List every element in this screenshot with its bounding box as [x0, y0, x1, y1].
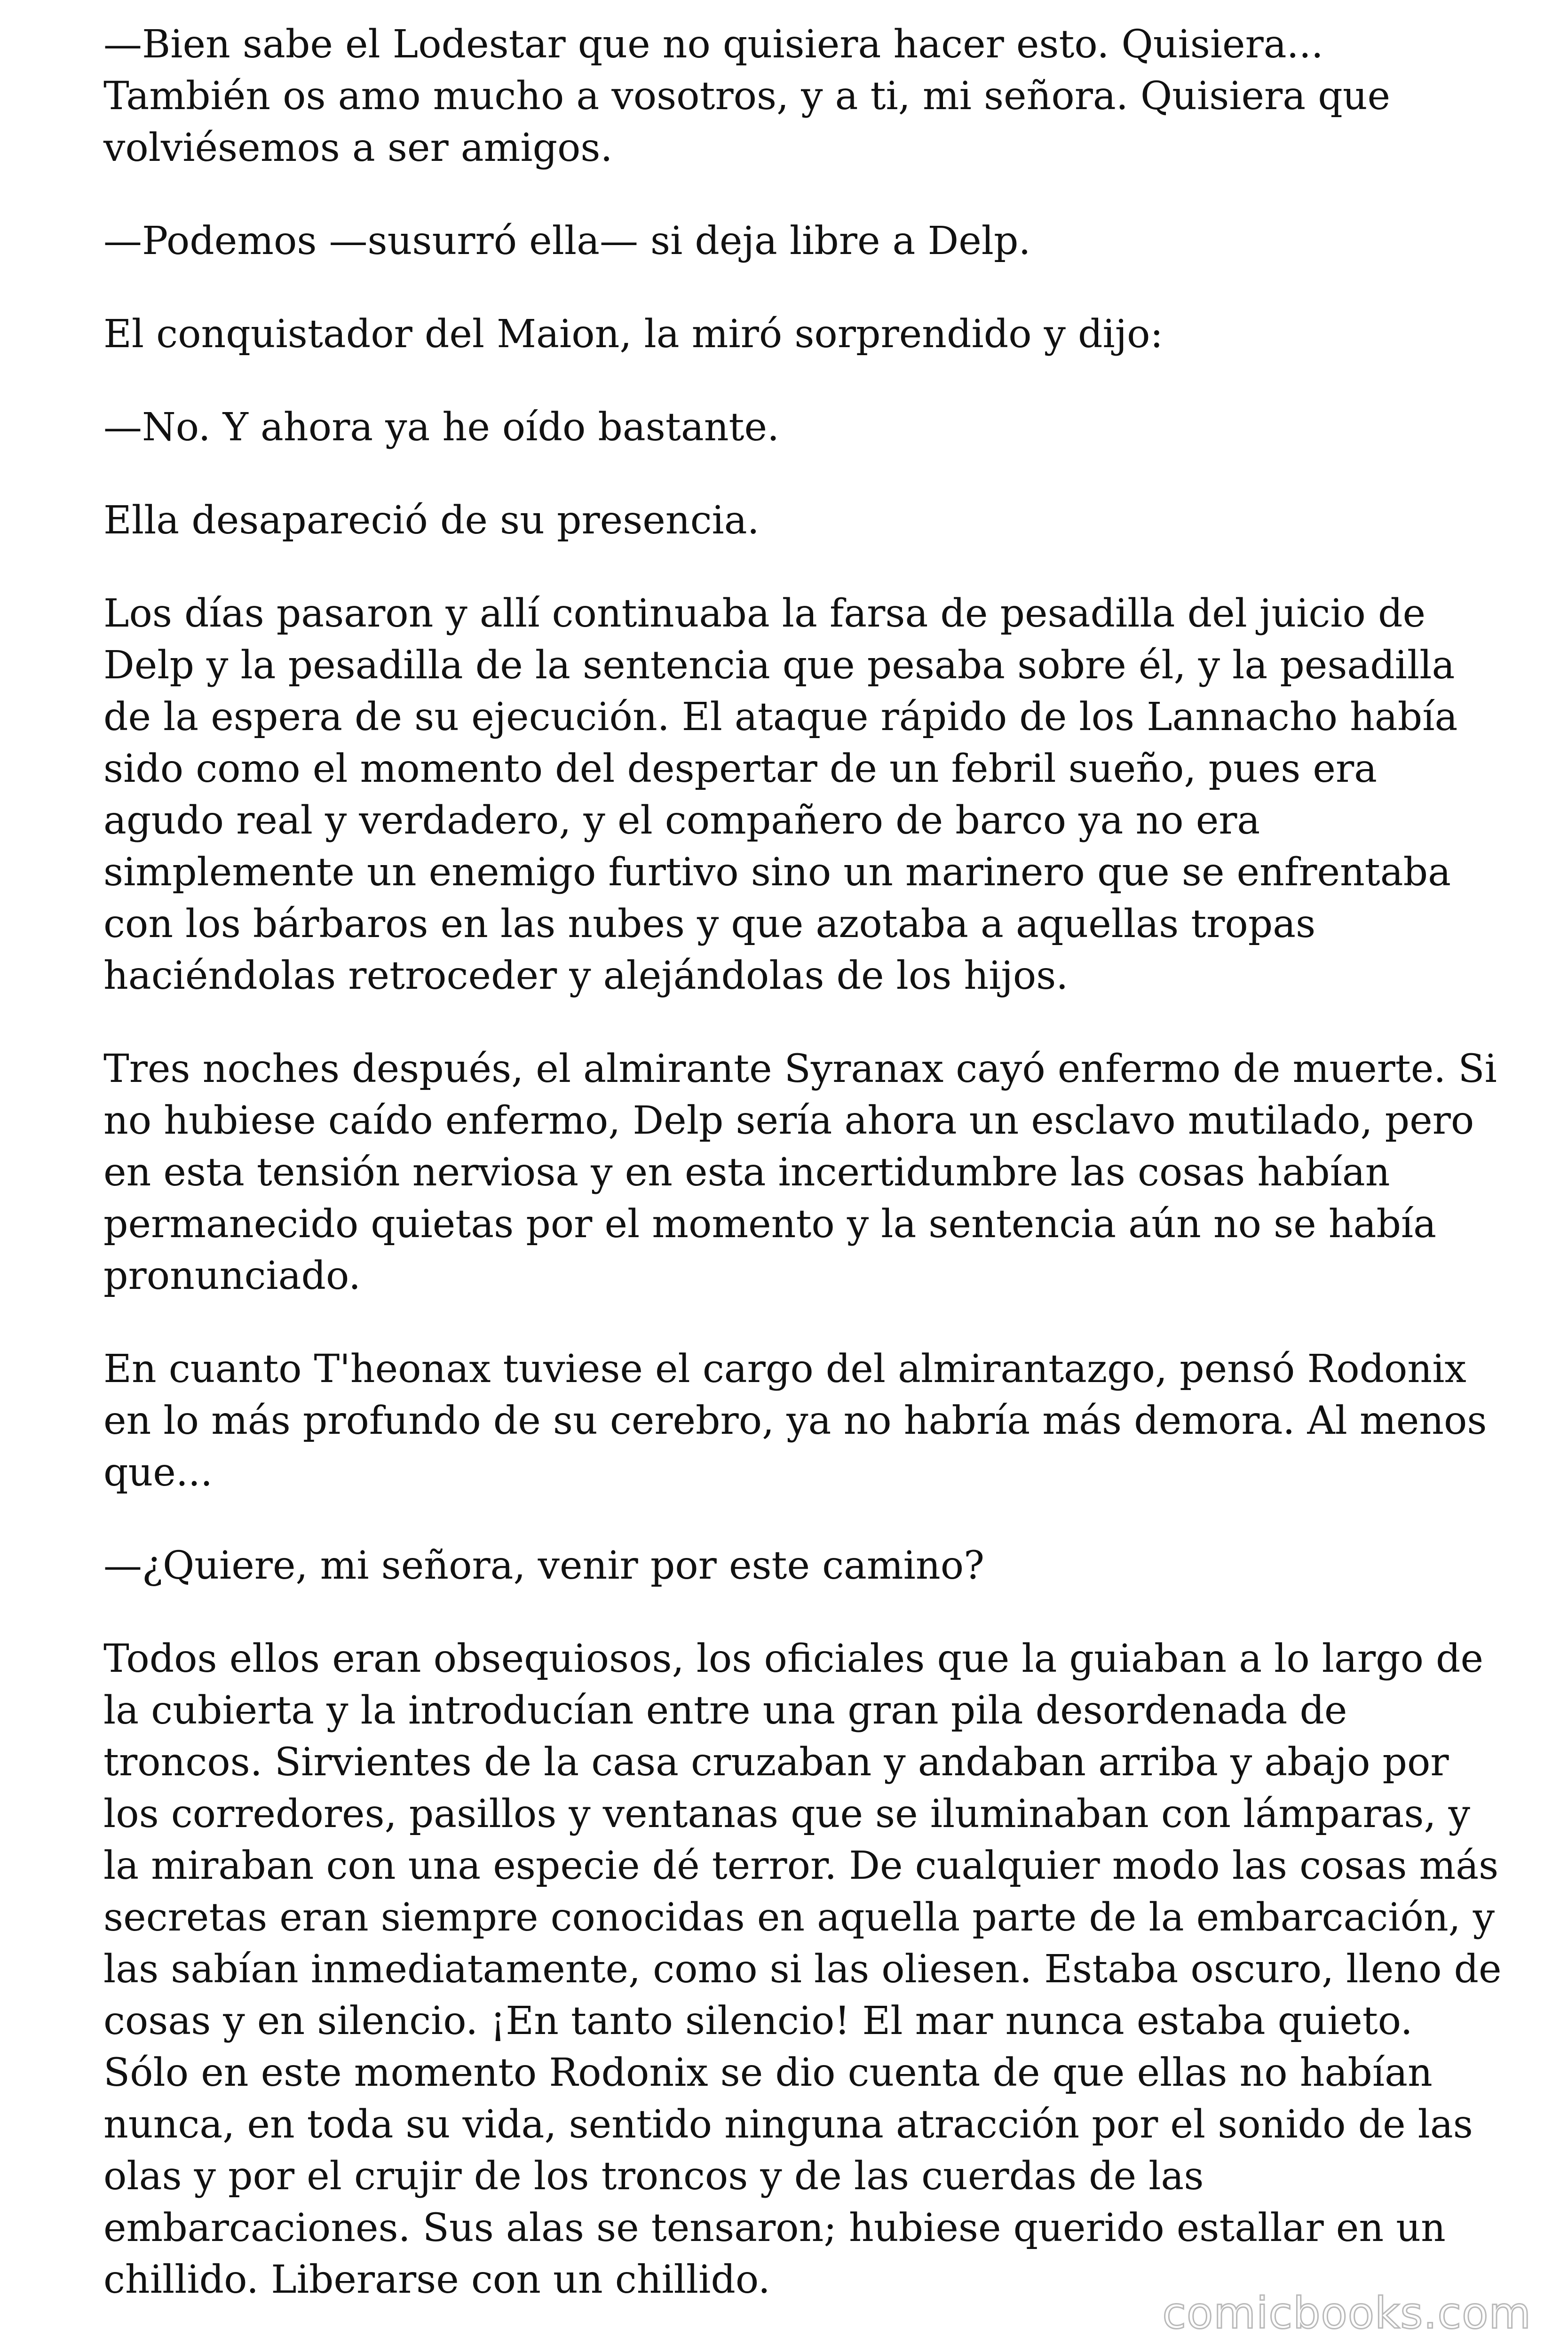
paragraph — [103, 1043, 1497, 1302]
paragraph-container — [103, 19, 1502, 2306]
text-line: la miraban con una especie dé terror. De cualquier modo las cosas más — [103, 1843, 1499, 1888]
text-line: simplemente un enemigo furtivo sino un marinero que se enfrentaba — [103, 850, 1451, 895]
text-line: permanecido quietas por el momento y la sentencia aún no se había — [103, 1202, 1437, 1247]
text-line: volviésemos a ser amigos. — [103, 126, 613, 170]
document-page — [103, 19, 1502, 2347]
text-line: El conquistador del Maion, la miró sorprendido y dijo: — [103, 312, 1164, 357]
text-line: nunca, en toda su vida, sentido ninguna atracción por el sonido de las — [103, 2102, 1473, 2147]
text-line: que... — [103, 1450, 213, 1495]
text-line: haciéndolas retroceder y alejándolas de los hijos. — [103, 954, 1069, 998]
text-line: en lo más profundo de su cerebro, ya no habría más demora. Al menos — [103, 1398, 1487, 1443]
text-line: Sólo en este momento Rodonix se dio cuenta de que ellas no habían — [103, 2050, 1433, 2095]
text-line: Ella desapareció de su presencia. — [103, 498, 760, 543]
text-line: —Podemos —susurró ella— si deja libre a Delp. — [103, 219, 1031, 263]
text-line: Todos ellos eran obsequiosos, los oficiales que la guiaban a lo largo de — [103, 1637, 1484, 1681]
text-line: Delp y la pesadilla de la sentencia que pesaba sobre él, y la pesadilla — [103, 643, 1455, 688]
text-line: sido como el momento del despertar de un febril sueño, pues era — [103, 747, 1378, 791]
text-line: agudo real y verdadero, y el compañero de barco ya no era — [103, 798, 1260, 843]
text-line: secretas eran siempre conocidas en aquella parte de la embarcación, y — [103, 1895, 1495, 1940]
paragraph — [103, 1540, 1467, 1592]
text-line: —¿Quiere, mi señora, venir por este camino? — [103, 1543, 985, 1588]
text-line: Los días pasaron y allí continuaba la farsa de pesadilla del juicio de — [103, 591, 1425, 636]
paragraph — [103, 19, 1467, 174]
watermark-logo: comicbooks.com — [1162, 2288, 1531, 2338]
text-line: no hubiese caído enfermo, Delp sería ahora un esclavo mutilado, pero — [103, 1098, 1474, 1143]
text-line: en esta tensión nerviosa y en esta incertidumbre las cosas habían — [103, 1150, 1390, 1195]
text-line: troncos. Sirvientes de la casa cruzaban y andaban arriba y abajo por — [103, 1740, 1449, 1785]
paragraph — [103, 215, 1467, 267]
paragraph — [103, 1633, 1502, 2306]
text-line: chillido. Liberarse con un chillido. — [103, 2257, 770, 2302]
text-line: pronunciado. — [103, 1254, 361, 1298]
paragraph — [103, 1343, 1487, 1499]
text-line: los corredores, pasillos y ventanas que se iluminaban con lámparas, y — [103, 1792, 1470, 1836]
paragraph — [103, 402, 1467, 453]
paragraph — [103, 588, 1467, 1002]
text-line: —Bien sabe el Lodestar que no quisiera hacer esto. Quisiera... — [103, 22, 1323, 67]
text-line: embarcaciones. Sus alas se tensaron; hubiese querido estallar en un — [103, 2206, 1446, 2250]
paragraph — [103, 495, 1467, 547]
text-line: cosas y en silencio. ¡En tanto silencio! El mar nunca estaba quieto. — [103, 1999, 1413, 2043]
text-line: de la espera de su ejecución. El ataque rápido de los Lannacho había — [103, 695, 1458, 739]
text-line: con los bárbaros en las nubes y que azotaba a aquellas tropas — [103, 902, 1316, 946]
text-line: las sabían inmediatamente, como si las oliesen. Estaba oscuro, lleno de — [103, 1947, 1502, 1992]
text-line: También os amo mucho a vosotros, y a ti, mi señora. Quisiera que — [103, 74, 1391, 119]
paragraph — [103, 309, 1467, 360]
text-line: —No. Y ahora ya he oído bastante. — [103, 405, 780, 450]
text-line: olas y por el crujir de los troncos y de las cuerdas de las — [103, 2154, 1204, 2199]
text-line: la cubierta y la introducían entre una gran pila desordenada de — [103, 1688, 1347, 1733]
text-line: En cuanto T'heonax tuviese el cargo del almirantazgo, pensó Rodonix — [103, 1347, 1466, 1391]
text-line: Tres noches después, el almirante Syranax cayó enfermo de muerte. Si — [103, 1047, 1497, 1091]
